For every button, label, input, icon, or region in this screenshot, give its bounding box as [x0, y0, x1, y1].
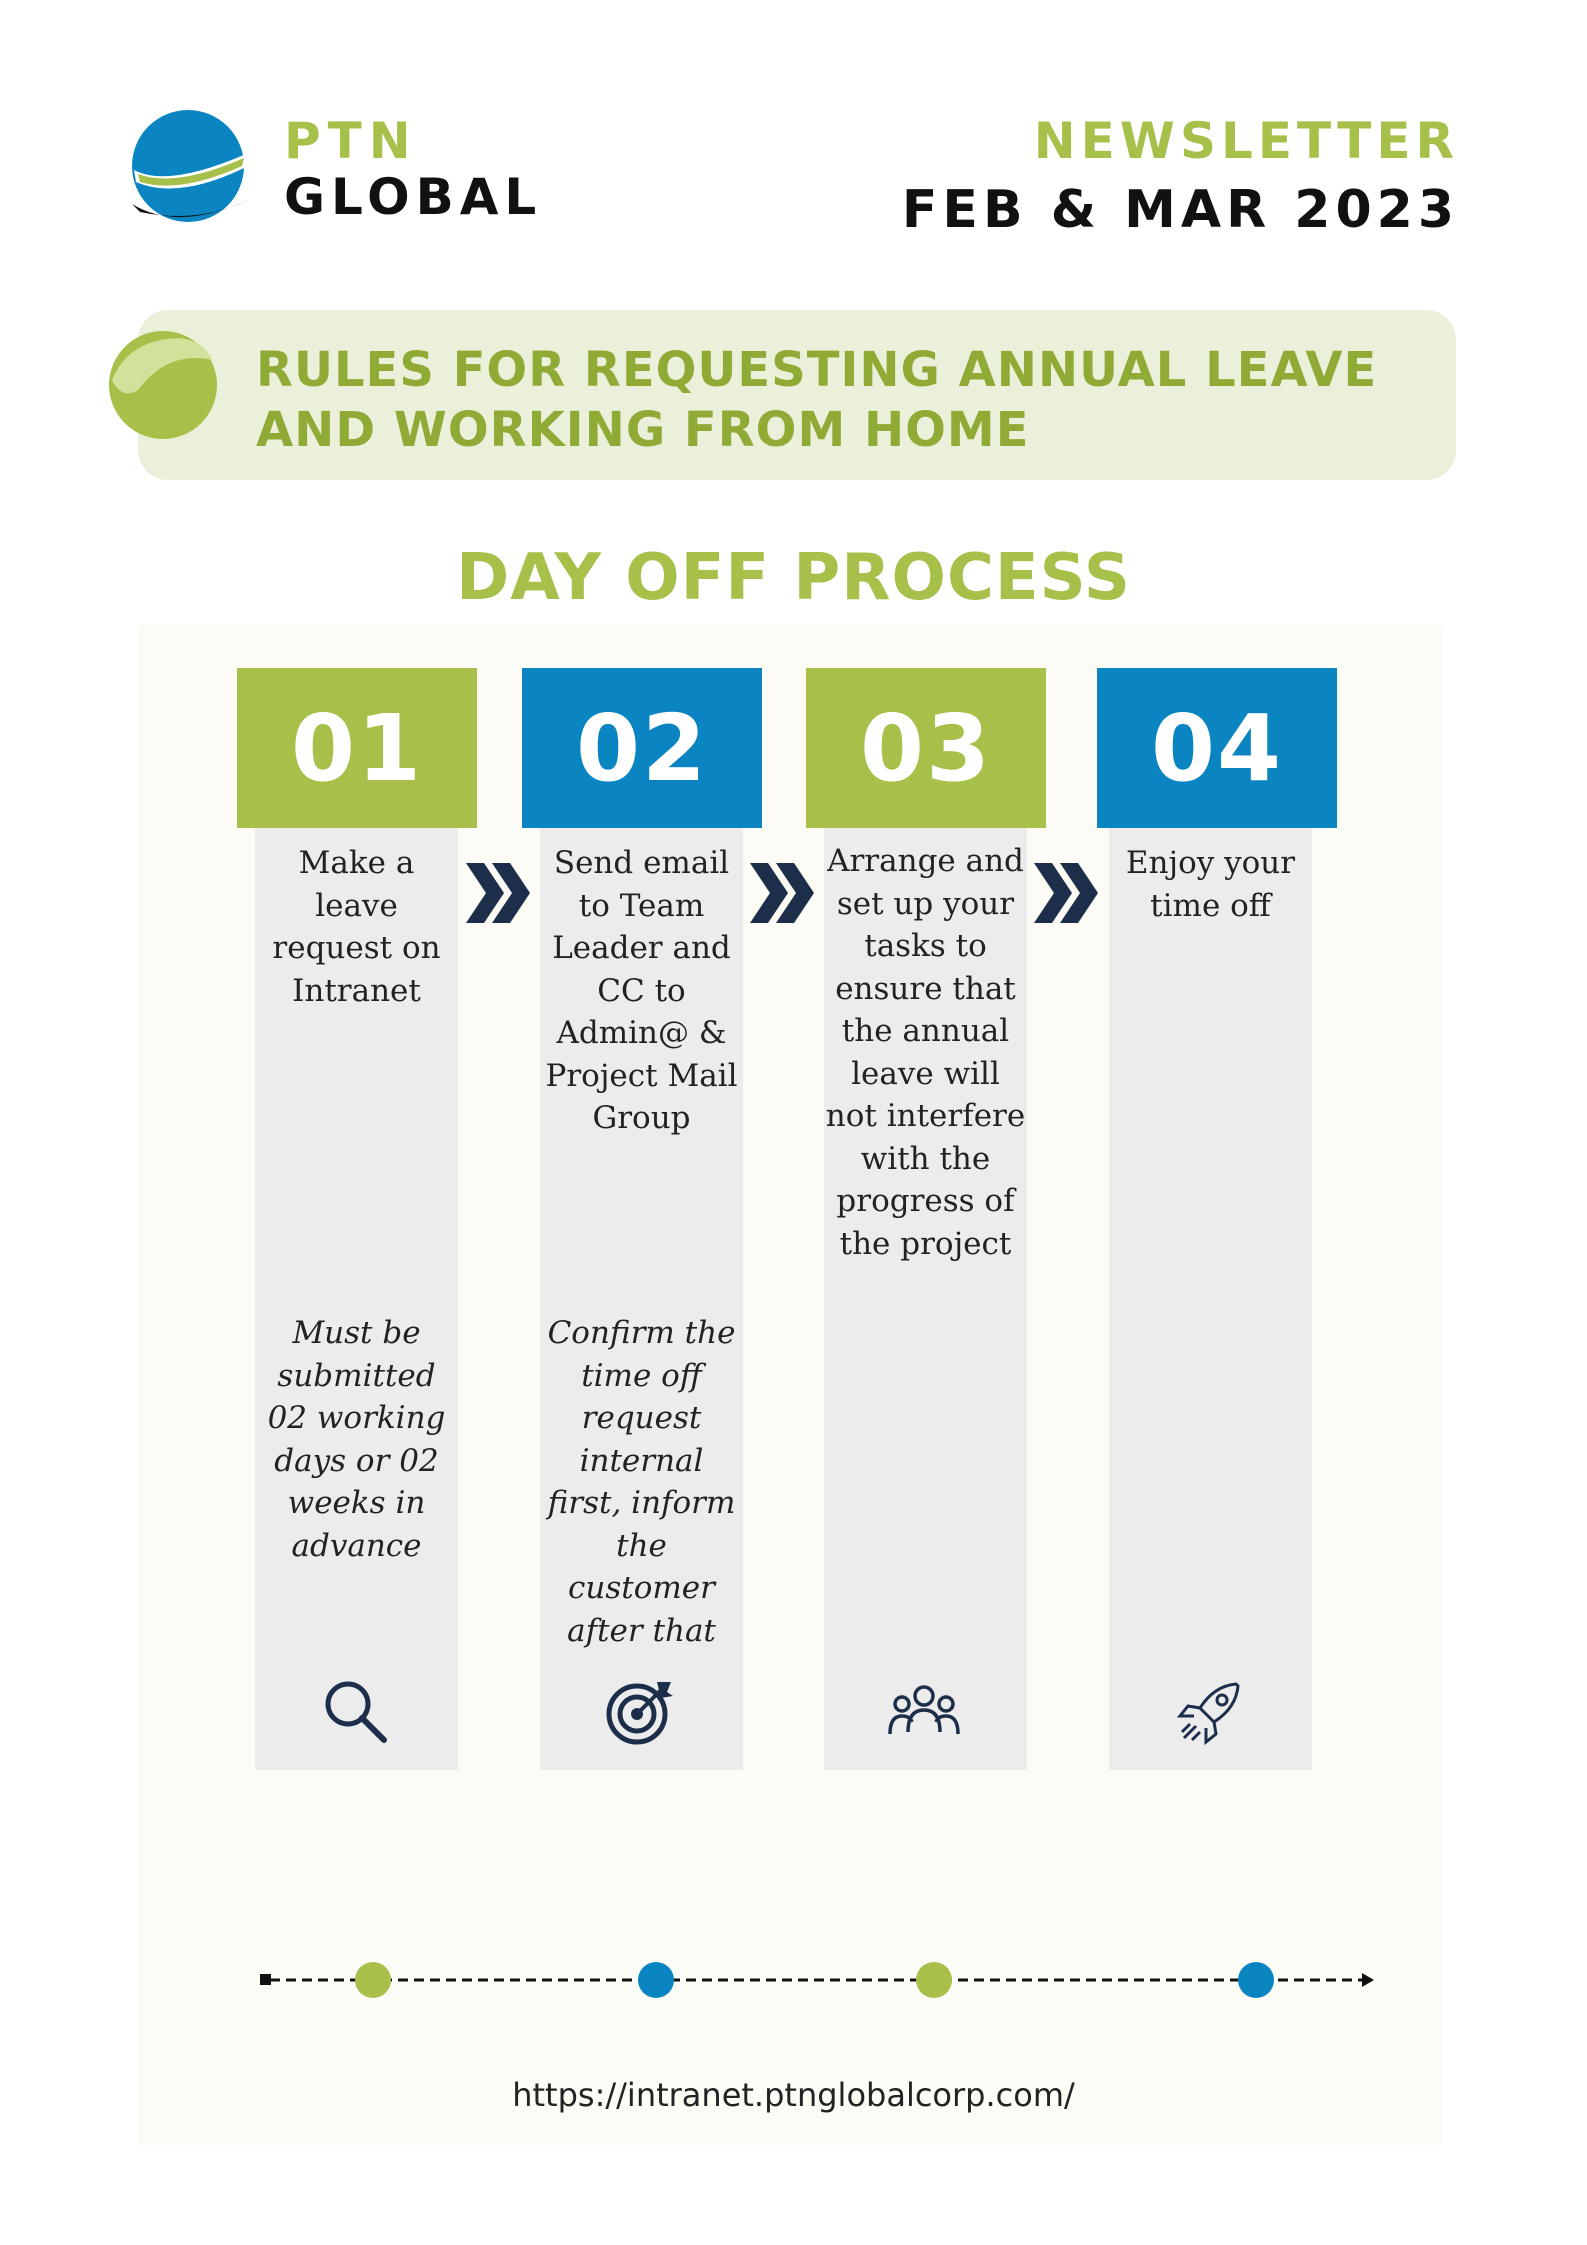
- step-1-number: 01: [237, 668, 477, 828]
- brand-name-global: GLOBAL: [284, 168, 543, 226]
- chevron-right-icon: [746, 857, 820, 929]
- step-3-text: Arrange and set up your tasks to ensure that the annual leave will not interfere with the progress of the project: [825, 843, 1026, 1262]
- chevron-right-icon: [462, 857, 536, 929]
- step-4-number: 04: [1097, 668, 1337, 828]
- search-icon: [320, 1676, 392, 1748]
- rocket-icon: [1174, 1676, 1246, 1748]
- step-3-number: 03: [806, 668, 1046, 828]
- banner-title-line-2: AND WORKING FROM HOME: [256, 402, 1030, 458]
- timeline: [258, 1960, 1378, 2000]
- timeline-dot-1: [355, 1962, 391, 1998]
- timeline-dot-2: [638, 1962, 674, 1998]
- team-icon: [888, 1676, 960, 1748]
- timeline-dot-4: [1238, 1962, 1274, 1998]
- ptn-global-logo-icon: [128, 108, 250, 236]
- section-title: DAY OFF PROCESS: [456, 541, 1131, 615]
- step-1-text: Make a leave request on Intranet: [272, 845, 441, 1009]
- banner-title: [256, 340, 1416, 460]
- newsletter-date: FEB & MAR 2023: [901, 180, 1459, 240]
- brand-name-ptn: PTN: [284, 112, 418, 170]
- step-2-text: Send email to Team Leader and CC to Admin@ & Project Mail Group: [545, 845, 738, 1136]
- step-2-number: 02: [522, 668, 762, 828]
- banner-title-line-1: RULES FOR REQUESTING ANNUAL LEAVE: [256, 342, 1378, 398]
- step-4-column: [1109, 820, 1312, 1770]
- target-icon: [605, 1676, 677, 1748]
- banner-circle-icon: [108, 330, 218, 440]
- step-1-note: Must be submitted 02 working days or 02 weeks in advance: [267, 1315, 446, 1564]
- newsletter-label: NEWSLETTER: [1033, 112, 1459, 170]
- chevron-right-icon: [1030, 857, 1104, 929]
- step-4-text: Enjoy your time off: [1125, 845, 1296, 924]
- timeline-start-marker: [260, 1974, 271, 1985]
- step-2-note: Confirm the time off request internal first, inform the customer after that: [547, 1315, 736, 1649]
- timeline-dot-3: [916, 1962, 952, 1998]
- intranet-url-link[interactable]: https://intranet.ptnglobalcorp.com/: [512, 2076, 1075, 2114]
